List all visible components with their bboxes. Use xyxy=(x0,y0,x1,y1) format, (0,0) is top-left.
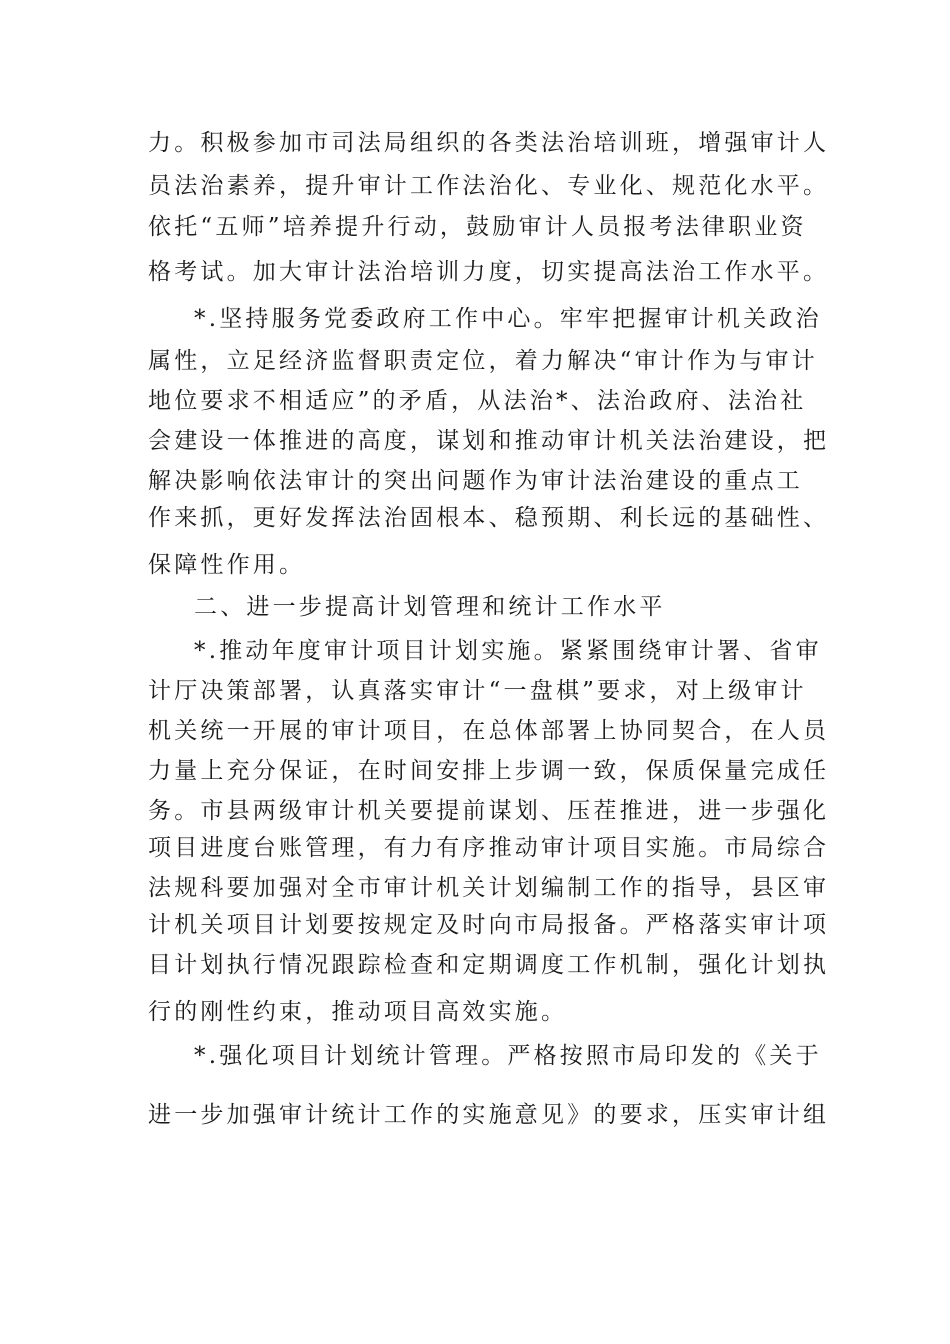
text-line: 计机关项目计划要按规定及时向市局报备。严格落实审计项 xyxy=(148,912,830,938)
text-line: 作来抓，更好发挥法治固根本、稳预期、利长远的基础性、 xyxy=(148,505,830,531)
text-line: 计厅决策部署，认真落实审计“一盘棋”要求，对上级审计 xyxy=(148,678,807,704)
text-line: *.推动年度审计项目计划实施。紧紧围绕审计署、省审 xyxy=(194,638,822,664)
text-line: 力量上充分保证，在时间安排上步调一致，保质保量完成任 xyxy=(148,758,830,784)
text-line: 进一步加强审计统计工作的实施意见》的要求，压实审计组 xyxy=(148,1102,830,1128)
text-line: 项目进度台账管理，有力有序推动审计项目实施。市局综合 xyxy=(148,835,830,861)
text-line: 地位要求不相适应”的矛盾，从法治*、法治政府、法治社 xyxy=(148,388,807,414)
text-line: 务。市县两级审计机关要提前谋划、压茬推进，进一步强化 xyxy=(148,798,830,824)
text-line: 力。积极参加市司法局组织的各类法治培训班，增强审计人 xyxy=(148,130,830,156)
text-line: 员法治素养，提升审计工作法治化、专业化、规范化水平。 xyxy=(148,173,830,199)
text-line: *.坚持服务党委政府工作中心。牢牢把握审计机关政治 xyxy=(194,306,822,332)
text-line: 格考试。加大审计法治培训力度，切实提高法治工作水平。 xyxy=(148,259,830,285)
section-heading: 二、进一步提高计划管理和统计工作水平 xyxy=(194,594,666,620)
text-line: 机关统一开展的审计项目，在总体部署上协同契合，在人员 xyxy=(148,718,830,744)
text-line: 保障性作用。 xyxy=(148,552,306,578)
text-line: 目计划执行情况跟踪检查和定期调度工作机制，强化计划执 xyxy=(148,952,830,978)
text-line: 会建设一体推进的高度，谋划和推动审计机关法治建设，把 xyxy=(148,428,830,454)
text-line: 解决影响依法审计的突出问题作为审计法治建设的重点工 xyxy=(148,468,803,494)
text-line: 属性，立足经济监督职责定位，着力解决“审计作为与审计 xyxy=(148,348,818,374)
text-line: 依托“五师”培养提升行动，鼓励审计人员报考法律职业资 xyxy=(148,214,807,240)
text-line: 法规科要加强对全市审计机关计划编制工作的指导，县区审 xyxy=(148,875,830,901)
text-line: *.强化项目计划统计管理。严格按照市局印发的《关于 xyxy=(194,1043,822,1069)
text-line: 行的刚性约束，推动项目高效实施。 xyxy=(148,999,568,1025)
